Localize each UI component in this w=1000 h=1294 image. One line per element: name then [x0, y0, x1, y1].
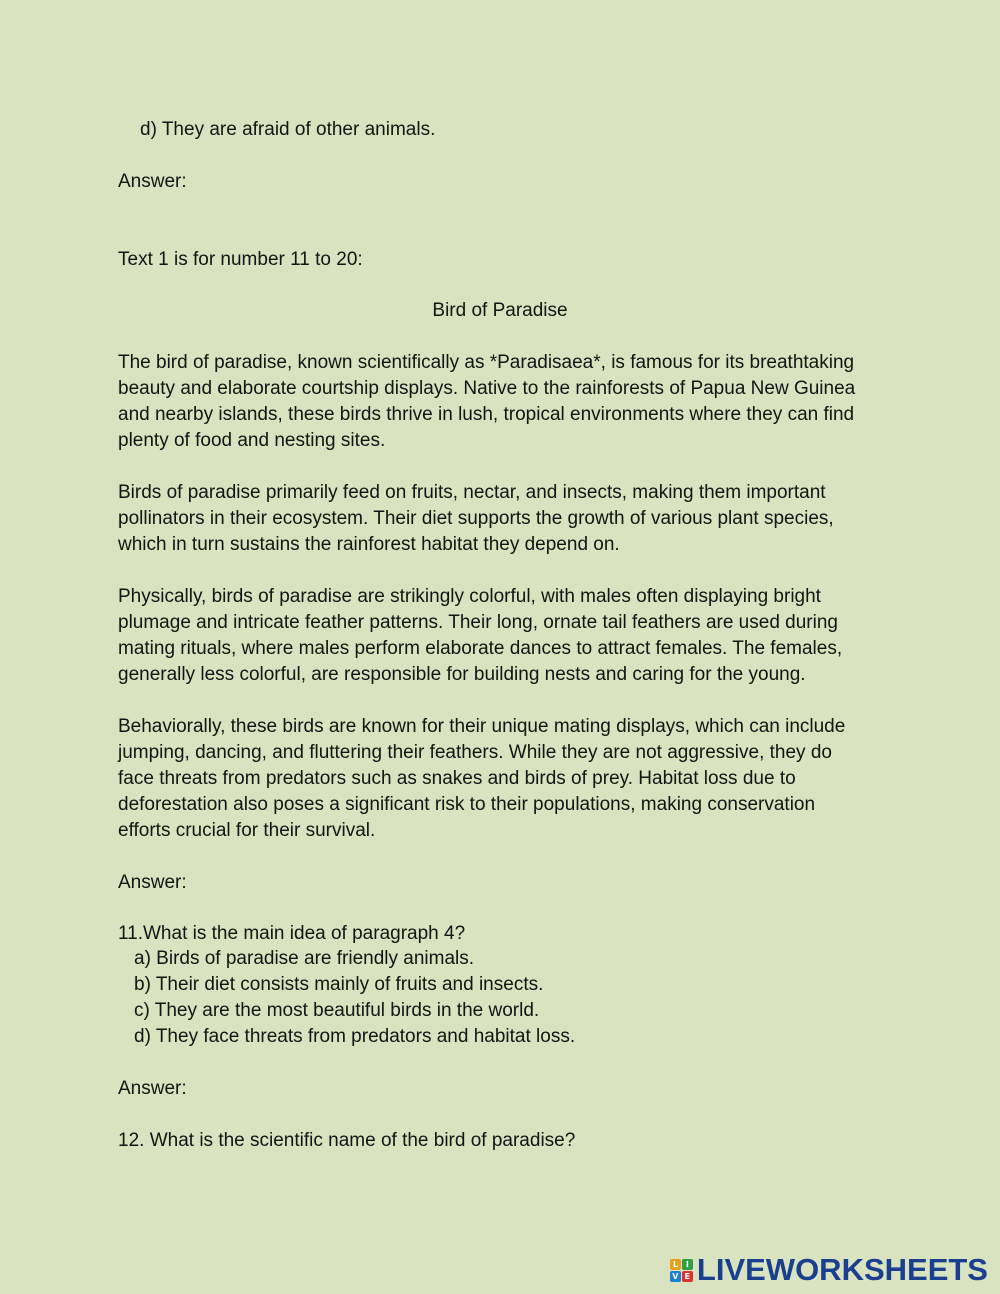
logo-mark-letter: I [682, 1259, 693, 1270]
question-11-option-c: c) They are the most beautiful birds in the world. [134, 1000, 540, 1021]
paragraph-line: plumage and intricate feather patterns. Their long, ornate tail feathers are used during [118, 612, 838, 633]
logo-mark-icon [670, 1259, 693, 1282]
question-11-option-a: a) Birds of paradise are friendly animals. [134, 948, 475, 969]
question-12: 12. What is the scientific name of the bird of paradise? [118, 1130, 576, 1151]
paragraph-line: which in turn sustains the rainforest habitat they depend on. [118, 534, 620, 555]
paragraph-1 [118, 350, 888, 454]
paragraph-line: generally less colorful, are responsible for building nests and caring for the young. [118, 664, 806, 685]
paragraph-4 [118, 714, 888, 844]
paragraph-line: Behaviorally, these birds are known for their unique mating displays, which can include [118, 716, 846, 737]
answer-label: Answer: [118, 171, 187, 192]
question-11: 11.What is the main idea of paragraph 4? [118, 923, 466, 944]
text-title: Bird of Paradise [432, 300, 568, 321]
paragraph-line: The bird of paradise, known scientifically as *Paradisaea*, is famous for its breathtaking [118, 352, 855, 373]
paragraph-line: jumping, dancing, and fluttering their feathers. While they are not aggressive, they do [118, 742, 832, 763]
logo-mark-letter: E [682, 1271, 693, 1282]
question-11-option-d: d) They face threats from predators and habitat loss. [134, 1026, 576, 1047]
paragraph-line: efforts crucial for their survival. [118, 820, 376, 841]
paragraph-line: and nearby islands, these birds thrive in lush, tropical environments where they can find [118, 404, 855, 425]
text-intro: Text 1 is for number 11 to 20: [118, 249, 363, 270]
paragraph-line: pollinators in their ecosystem. Their diet supports the growth of various plant species, [118, 508, 834, 529]
paragraph-line: Birds of paradise primarily feed on fruits, nectar, and insects, making them important [118, 482, 826, 503]
logo-mark-letter: L [670, 1259, 681, 1270]
paragraph-line: beauty and elaborate courtship displays. Native to the rainforests of Papua New Guinea [118, 378, 856, 399]
logo-text: LIVEWORKSHEETS [696, 1252, 988, 1287]
liveworksheets-logo [670, 1252, 988, 1288]
paragraph-line: plenty of food and nesting sites. [118, 430, 386, 451]
question-11-option-b: b) Their diet consists mainly of fruits and insects. [134, 974, 544, 995]
paragraph-line: face threats from predators such as snakes and birds of prey. Habitat loss due to [118, 768, 796, 789]
paragraph-line: mating rituals, where males perform elaborate dances to attract females. The females, [118, 638, 843, 659]
paragraph-2 [118, 480, 888, 558]
paragraph-3 [118, 584, 888, 688]
logo-mark-letter: V [670, 1271, 681, 1282]
previous-question-option-d: d) They are afraid of other animals. [140, 119, 436, 140]
paragraph-line: Physically, birds of paradise are strikingly colorful, with males often displaying bright [118, 586, 821, 607]
answer-label: Answer: [118, 1078, 187, 1099]
answer-label: Answer: [118, 872, 187, 893]
paragraph-line: deforestation also poses a significant risk to their populations, making conservation [118, 794, 816, 815]
